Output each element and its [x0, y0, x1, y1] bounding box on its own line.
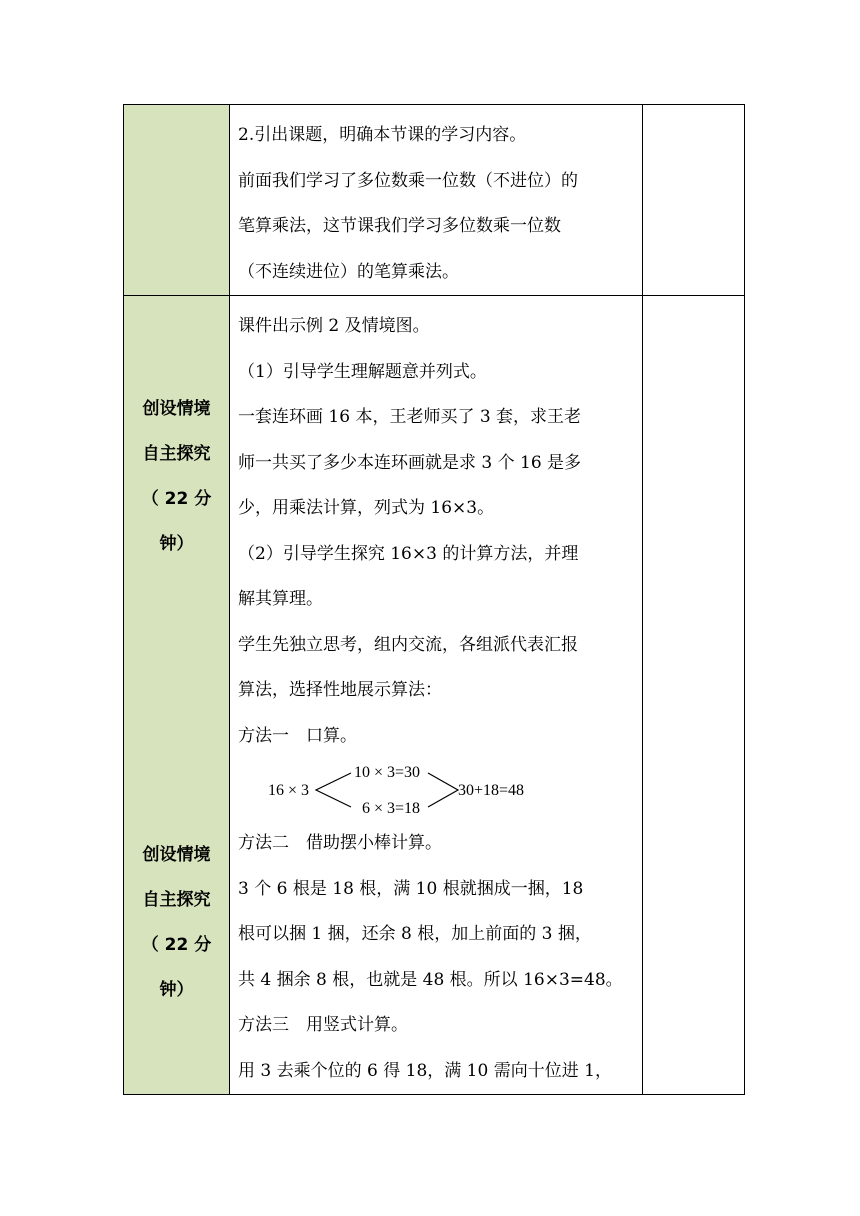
notes-cell — [643, 296, 745, 1095]
text-line: 前面我们学习了多位数乘一位数（不进位）的 — [238, 170, 578, 191]
text-line: （不连续进位）的笔算乘法。 — [238, 261, 459, 282]
text-line: 3 个 6 根是 18 根，满 10 根就捆成一捆，18 — [238, 878, 584, 899]
text-line: 笔算乘法，这节课我们学习多位数乘一位数 — [238, 216, 561, 236]
lesson-plan-table — [123, 104, 745, 1095]
stage-cell — [124, 105, 230, 296]
formula-left: 16 × 3 — [268, 782, 310, 799]
oral-calculation-diagram — [238, 759, 635, 821]
text-line: 根可以捆 1 捆，还余 8 根，加上前面的 3 捆， — [238, 924, 592, 944]
open-bracket — [316, 773, 351, 807]
text-line: （1）引导学生理解题意并列式。 — [238, 361, 487, 382]
split-diagram — [268, 761, 558, 819]
stage-label: 创设情境 自主探究 （ 22 分 钟） — [141, 845, 212, 1000]
notes-cell — [643, 105, 745, 296]
text-line: 方法三 用竖式计算。 — [238, 1015, 408, 1035]
text-line: 解其算理。 — [238, 589, 323, 609]
text-line: 少，用乘法计算，列式为 16×3。 — [238, 498, 495, 518]
text-line: 方法二 借助摆小棒计算。 — [238, 833, 442, 853]
text-line: （2）引导学生探究 16×3 的计算方法，并理 — [238, 543, 579, 564]
formula-top: 10 × 3=30 — [354, 764, 421, 781]
text-line: 课件出示例 2 及情境图。 — [238, 316, 430, 336]
table-row — [124, 296, 745, 1095]
text-line: 2.引出课题，明确本节课的学习内容。 — [238, 125, 527, 145]
table-row — [124, 105, 745, 296]
formula-bottom: 6 × 3=18 — [362, 800, 421, 817]
text-line: 算法，选择性地展示算法： — [238, 680, 442, 700]
text-line: 学生先独立思考，组内交流，各组派代表汇报 — [238, 634, 578, 655]
text-line: 用 3 去乘个位的 6 得 18，满 10 需向十位进 1， — [238, 1060, 612, 1081]
content-cell — [230, 105, 643, 296]
content-text — [230, 105, 642, 295]
formula-right: 30+18=48 — [458, 782, 525, 799]
text-line: 一套连环画 16 本，王老师买了 3 套，求王老 — [238, 407, 582, 427]
content-cell — [230, 296, 643, 1095]
text-line: 共 4 捆余 8 根，也就是 48 根。所以 16×3=48。 — [238, 969, 623, 990]
stage-cell — [124, 296, 230, 1095]
close-bracket — [428, 773, 458, 807]
content-text — [230, 296, 642, 1094]
stage-label: 创设情境 自主探究 （ 22 分 钟） — [141, 399, 212, 554]
text-line: 师一共买了多少本连环画就是求 3 个 16 是多 — [238, 452, 582, 473]
text-line: 方法一 口算。 — [238, 725, 357, 746]
